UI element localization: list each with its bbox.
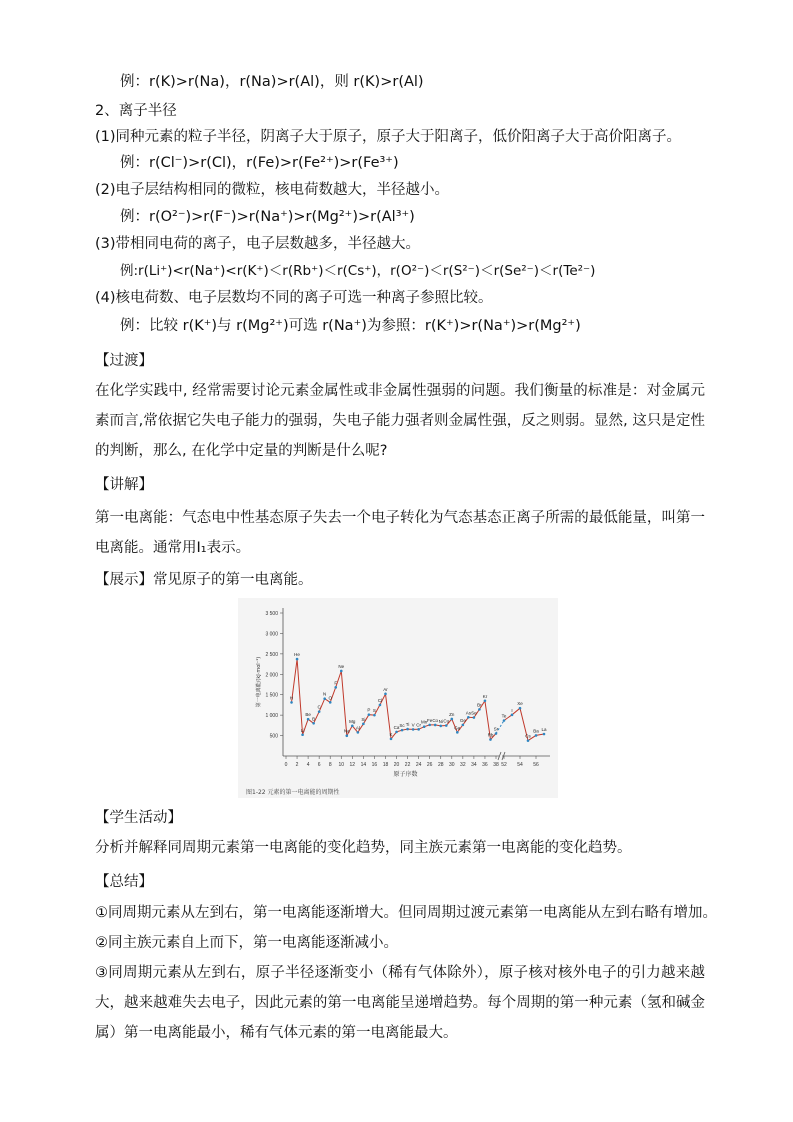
transition-heading: 【过渡】: [95, 353, 153, 369]
point-label: C: [317, 704, 321, 710]
point-label: Cs: [525, 733, 531, 739]
point-label: Sc: [399, 723, 405, 729]
data-point: [519, 707, 522, 710]
point-label: Cl: [377, 697, 383, 703]
x-tick-label: 18: [382, 762, 389, 768]
show-line: [95, 570, 313, 590]
data-point: [362, 723, 365, 726]
data-point: [428, 724, 431, 727]
data-point: [351, 725, 354, 728]
x-tick-label: 36: [482, 762, 488, 768]
x-tick-label: 16: [371, 762, 378, 768]
data-point: [318, 710, 321, 713]
show-heading: 【展示】: [95, 572, 153, 588]
summary-point-3: ③同周期元素从左到右，原子半径逐渐变小（稀有气体除外），原子核对核外电子的引力越来越大，越来越难失去电子，因此元素的第一电离能呈递增趋势。每个周期的第一种元素（氢和碱金属）第一电离能最小，稀有气体元素的第一电离能最大。: [95, 965, 705, 1041]
data-point: [312, 722, 315, 725]
x-tick-label: 12: [349, 762, 356, 768]
x-tick-label: 38: [493, 762, 499, 768]
point-label: Si: [361, 716, 366, 722]
ionization-energy-chart: [238, 598, 558, 798]
data-point: [290, 701, 293, 704]
point-label: F: [334, 680, 338, 686]
point-label: S: [372, 708, 376, 714]
data-point: [345, 734, 348, 737]
data-point: [368, 713, 371, 716]
y-tick-label: 1 500: [265, 692, 278, 699]
y-tick-label: 2 500: [265, 651, 278, 658]
ionization-energy-figure: [238, 598, 558, 798]
x-tick-label: 0: [284, 762, 288, 768]
activity-text: 分析并解释同周期元素第一电离能的变化趋势，同主族元素第一电离能的变化趋势。: [95, 840, 632, 856]
figure-caption: 图1-22 元素的第一电离能的周期性: [246, 789, 340, 796]
y-tick-label: 500: [269, 733, 278, 740]
point-label: Ba: [533, 728, 539, 734]
point-label: I: [511, 707, 513, 713]
data-point: [417, 728, 420, 731]
point-label: Rb: [487, 732, 494, 738]
data-point: [495, 732, 498, 735]
x-tick-label: 54: [517, 762, 523, 768]
data-point: [462, 724, 465, 727]
x-tick-label: 8: [328, 762, 332, 768]
x-tick-label: 30: [449, 762, 455, 768]
x-tick-label: 20: [393, 762, 400, 768]
point-label: Na: [343, 728, 350, 734]
point-label: Be: [305, 712, 311, 718]
x-tick-label: 24: [415, 762, 422, 768]
x-tick-label: 10: [338, 762, 345, 768]
data-point: [467, 716, 470, 719]
point-label: Kr: [482, 693, 488, 699]
data-point: [473, 716, 476, 719]
summary-heading: 【总结】: [95, 874, 153, 890]
ionization-line-2: [501, 708, 544, 740]
point-label: Cu: [443, 718, 450, 724]
x-tick-label: 6: [317, 762, 321, 768]
data-point: [434, 724, 437, 727]
y-tick-label: 3 500: [265, 611, 278, 617]
point-label: Ge: [459, 717, 466, 723]
example-2: 例：r(O²⁻)>r(F⁻)>r(Na⁺)>r(Mg²⁺)>r(Al³⁺): [120, 209, 415, 225]
data-point: [395, 731, 398, 734]
x-tick-label: 14: [360, 762, 367, 768]
example-3: 例:r(Li⁺)<r(Na⁺)<r(K⁺)＜r(Rb⁺)＜r(Cs⁺)，r(O²⁻)＜r(S²⁻)＜r(Se²⁻)＜r(Te²⁻): [120, 263, 596, 279]
point-label: Cr: [416, 722, 422, 728]
x-tick-label: 28: [437, 762, 444, 768]
transition-paragraph: 在化学实践中, 经常需要讨论元素金属性或非金属性强弱的问题。我们衡量的标准是：对金属元素而言,常依据它失电子能力的强弱，失电子能力强者则金属性强，反之则弱。显然, 这只是定性的判断，那么, 在化学中定量的判断是什么呢?: [95, 383, 705, 459]
y-axis-title: 第一电离能/(kJ·mol⁻¹): [256, 656, 262, 708]
data-point: [334, 686, 337, 689]
point-label: Al: [355, 725, 360, 731]
point-label: He: [294, 652, 300, 658]
point-label: P: [367, 707, 371, 713]
data-point: [484, 700, 487, 703]
point-label: Li: [300, 727, 305, 733]
summary-point-2: ②同主族元素自上而下，第一电离能逐渐减小。: [95, 935, 398, 951]
data-point: [445, 724, 448, 727]
summary-point-1: ①同周期元素从左到右，第一电离能逐渐增大。但同周期过渡元素第一电离能从左到右略有增加。: [95, 905, 717, 921]
point-label: Se: [471, 710, 477, 716]
point-label: Mn: [421, 719, 428, 725]
data-point: [390, 738, 393, 741]
example-4: 例：比较 r(K⁺)与 r(Mg²⁺)可选 r(Na⁺)为参照：r(K⁺)>r(Na⁺)>r(Mg²⁺): [120, 318, 581, 334]
data-point: [535, 734, 538, 737]
x-tick-label: 4: [306, 762, 310, 768]
data-point: [439, 725, 442, 728]
data-point: [307, 718, 310, 721]
data-point: [329, 701, 332, 704]
data-point: [456, 731, 459, 734]
data-point: [450, 718, 453, 721]
data-point: [296, 658, 299, 661]
example-atomic-radius: 例：r(K)>r(Na)，r(Na)>r(Al)，则 r(K)>r(Al): [120, 74, 424, 90]
point-label: Zn: [449, 711, 455, 717]
point-label: N: [323, 691, 327, 697]
explain-heading: 【讲解】: [95, 477, 153, 493]
point-label: Ga: [454, 725, 461, 731]
data-point: [412, 728, 415, 731]
heading-ionic-radius: 2、离子半径: [95, 103, 177, 119]
data-point: [340, 670, 343, 673]
point-label: Ar: [383, 686, 388, 692]
point-label: La: [541, 727, 547, 733]
data-point: [511, 714, 514, 717]
point-label: Ni: [438, 718, 443, 724]
activity-heading: 【学生活动】: [95, 810, 182, 826]
rule-4: (4)核电荷数、电子层数均不同的离子可选一种离子参照比较。: [95, 290, 493, 306]
point-label: Xe: [517, 701, 523, 707]
data-point: [489, 738, 492, 741]
example-1: 例：r(Cl⁻)>r(Cl)，r(Fe)>r(Fe²⁺)>r(Fe³⁺): [120, 155, 399, 171]
data-point: [373, 714, 376, 717]
point-label: Ne: [338, 663, 345, 669]
point-label: B: [312, 716, 316, 722]
x-tick-label: 26: [426, 762, 433, 768]
point-label: Ca: [393, 724, 400, 730]
point-label: Co: [432, 717, 439, 723]
x-tick-label: 52: [501, 762, 507, 768]
point-label: Fe: [427, 717, 433, 723]
x-tick-label: 32: [460, 762, 466, 768]
x-tick-label: 56: [533, 762, 539, 768]
data-point: [357, 731, 360, 734]
point-label: Sr: [493, 726, 499, 732]
point-label: V: [411, 722, 415, 728]
point-label: Ti: [405, 722, 410, 728]
point-label: Br: [477, 702, 482, 708]
explain-paragraph: 第一电离能：气态电中性基态原子失去一个电子转化为气态基态正离子所需的最低能量，叫第一电离能。通常用I₁表示。: [95, 510, 705, 556]
data-point: [527, 739, 530, 742]
point-label: H: [289, 695, 294, 701]
x-tick-label: 34: [471, 762, 477, 768]
rule-1: (1)同种元素的粒子半径，阴离子大于原子，原子大于阳离子，低价阳离子大于高价阳离子。: [95, 129, 682, 145]
point-label: Mg: [349, 718, 356, 724]
x-tick-label: 2: [295, 762, 299, 768]
y-tick-label: 1 000: [265, 713, 278, 720]
show-text: 常见原子的第一电离能。: [153, 572, 313, 588]
x-axis-title: 原子序数: [393, 771, 418, 778]
data-point: [379, 704, 382, 707]
y-tick-label: 2 000: [265, 672, 278, 679]
data-point: [384, 693, 387, 696]
data-point: [503, 719, 506, 722]
data-point: [323, 697, 326, 700]
rule-3: (3)带相同电荷的离子，电子层数越多，半径越大。: [95, 236, 421, 252]
rule-2: (2)电子层结构相同的微粒，核电荷数越大，半径越小。: [95, 182, 450, 198]
point-label: K: [389, 731, 393, 737]
data-point: [301, 733, 304, 736]
x-tick-label: 22: [404, 762, 411, 768]
point-label: Te: [501, 713, 507, 719]
point-label: O: [328, 695, 332, 701]
point-label: As: [465, 710, 472, 716]
data-point: [543, 733, 546, 736]
data-point: [478, 708, 481, 711]
y-tick-label: 3 000: [265, 631, 278, 638]
data-point: [423, 725, 426, 728]
data-point: [406, 728, 409, 731]
data-point: [401, 729, 404, 732]
